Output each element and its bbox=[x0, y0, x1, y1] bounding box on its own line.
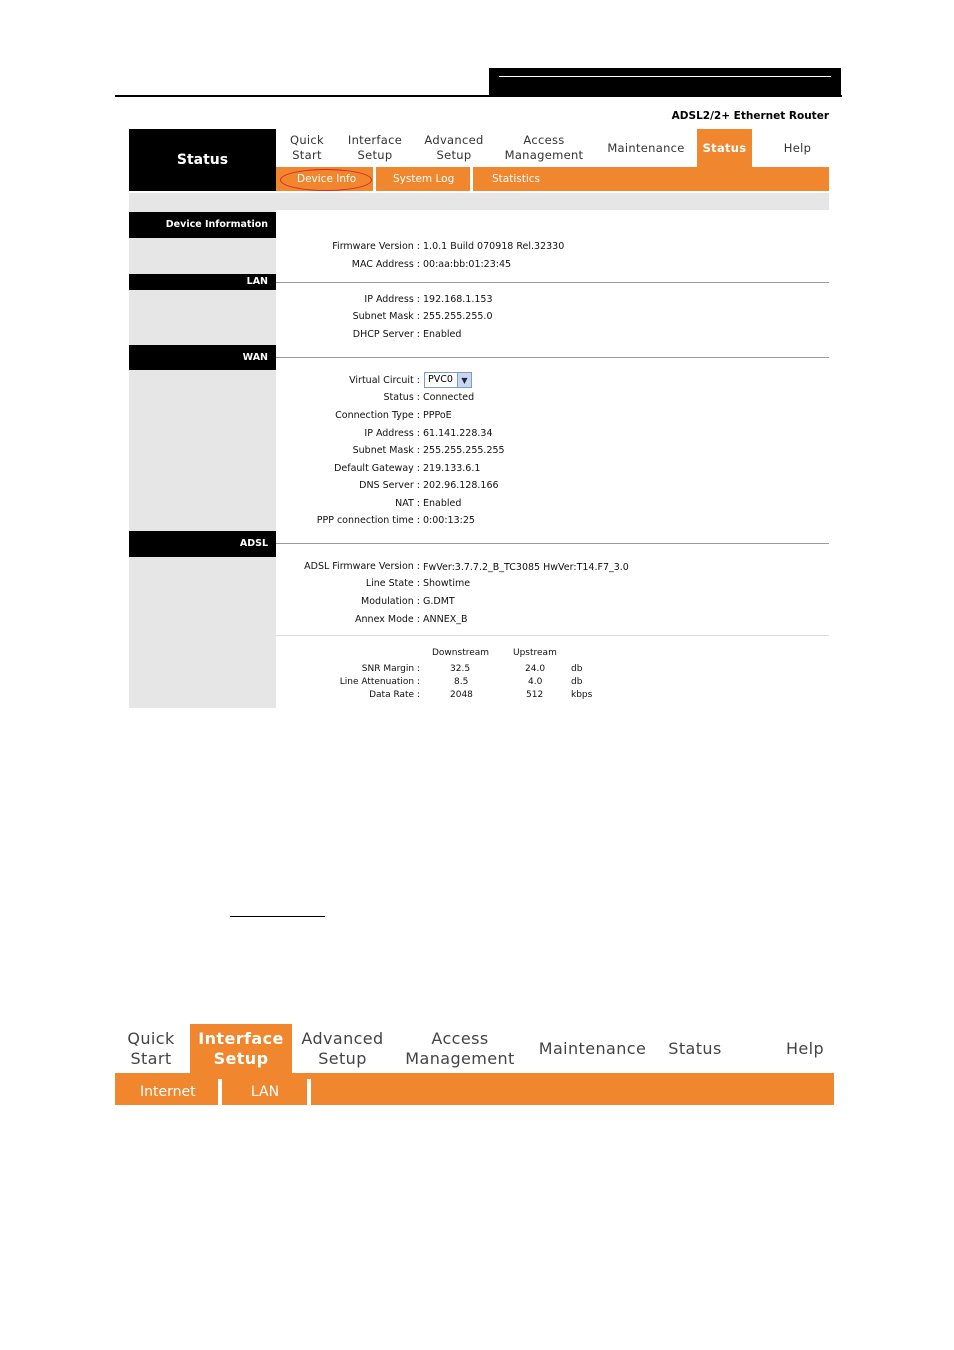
annex-label: Annex Mode : bbox=[355, 614, 420, 625]
datarate-up: 512 bbox=[526, 690, 544, 700]
main-nav bbox=[276, 129, 829, 167]
nav2-advanced-setup[interactable]: Advanced Setup bbox=[301, 1028, 384, 1068]
content-top-bar bbox=[129, 193, 829, 210]
section-lan: LAN bbox=[129, 274, 276, 290]
vc-label: Virtual Circuit : bbox=[349, 375, 420, 386]
datarate-label: Data Rate : bbox=[369, 690, 420, 700]
nav2-quick-start[interactable]: Quick Start bbox=[127, 1028, 175, 1068]
ctype-value: PPPoE bbox=[423, 410, 452, 421]
nav-maintenance[interactable]: Maintenance bbox=[607, 140, 685, 155]
subnav-device-info[interactable]: Device Info bbox=[297, 173, 357, 185]
nav-help[interactable]: Help bbox=[783, 140, 812, 155]
gateway-label: Default Gateway : bbox=[334, 463, 420, 474]
annex-value: ANNEX_B bbox=[423, 614, 468, 625]
stats-col-downstream: Downstream bbox=[432, 648, 490, 658]
nav-interface-setup[interactable]: Interface Setup bbox=[347, 133, 403, 162]
firmware-label: Firmware Version : bbox=[332, 241, 420, 252]
adsl-fw-value: FwVer:3.7.7.2_B_TC3085 HwVer:T14.F7_3.0 bbox=[423, 562, 629, 573]
modulation-label: Modulation : bbox=[361, 596, 420, 607]
snr-down: 32.5 bbox=[450, 664, 471, 674]
nat-label: NAT : bbox=[395, 498, 420, 509]
chevron-down-icon[interactable]: ▼ bbox=[457, 373, 471, 387]
text-underline bbox=[230, 916, 325, 917]
section-wan: WAN bbox=[129, 345, 276, 370]
attenuation-unit: db bbox=[571, 677, 583, 687]
nav2-maintenance[interactable]: Maintenance bbox=[538, 1038, 647, 1058]
sub-nav-2 bbox=[115, 1073, 834, 1105]
attenuation-up: 4.0 bbox=[528, 677, 543, 687]
lan-mask-label: Subnet Mask : bbox=[352, 311, 420, 322]
nav2-help[interactable]: Help bbox=[785, 1038, 825, 1058]
header-bar-line bbox=[499, 76, 831, 77]
stats-col-upstream: Upstream bbox=[513, 648, 557, 658]
product-name: ADSL2/2+ Ethernet Router bbox=[671, 110, 829, 122]
nav-access-management[interactable]: Access Management bbox=[504, 133, 584, 162]
nav-advanced-setup[interactable]: Advanced Setup bbox=[424, 133, 484, 162]
dns-label: DNS Server : bbox=[359, 480, 420, 491]
modulation-value: G.DMT bbox=[423, 596, 455, 607]
snr-unit: db bbox=[571, 664, 583, 674]
wan-mask-label: Subnet Mask : bbox=[352, 445, 420, 456]
ppp-time-label: PPP connection time : bbox=[316, 515, 420, 526]
attenuation-label: Line Attenuation : bbox=[339, 677, 420, 687]
attenuation-down: 8.5 bbox=[454, 677, 469, 687]
stats-divider bbox=[276, 635, 829, 636]
nav2-access-management[interactable]: Access Management bbox=[405, 1028, 515, 1068]
virtual-circuit-select[interactable] bbox=[424, 372, 472, 388]
dns-value: 202.96.128.166 bbox=[423, 480, 499, 491]
section-adsl: ADSL bbox=[129, 531, 276, 557]
highlight-circle bbox=[280, 169, 372, 191]
dhcp-value: Enabled bbox=[423, 329, 462, 340]
nav2-interface-setup[interactable]: Interface Setup bbox=[190, 1024, 292, 1073]
nav-quick-start[interactable]: Quick Start bbox=[289, 133, 325, 162]
subnav-statistics[interactable]: Statistics bbox=[492, 173, 540, 185]
nav2-status[interactable]: Status bbox=[668, 1038, 722, 1058]
subnav2-separator bbox=[218, 1079, 222, 1105]
wan-status-label: Status : bbox=[383, 392, 420, 403]
gateway-value: 219.133.6.1 bbox=[423, 463, 481, 474]
subnav2-lan[interactable]: LAN bbox=[250, 1084, 280, 1100]
snr-label: SNR Margin : bbox=[361, 664, 420, 674]
wan-ip-label: IP Address : bbox=[364, 428, 420, 439]
wan-ip-value: 61.141.228.34 bbox=[423, 428, 493, 439]
header-rule bbox=[115, 95, 842, 97]
datarate-down: 2048 bbox=[450, 690, 473, 700]
subnav-separator bbox=[470, 167, 473, 191]
side-title: Status bbox=[129, 129, 276, 191]
ctype-label: Connection Type : bbox=[335, 410, 420, 421]
adsl-fw-label: ADSL Firmware Version : bbox=[304, 561, 420, 572]
nav-status[interactable]: Status bbox=[697, 129, 752, 167]
section-divider bbox=[276, 357, 829, 358]
lan-ip-label: IP Address : bbox=[364, 294, 420, 305]
subnav-separator bbox=[373, 167, 376, 191]
datarate-unit: kbps bbox=[571, 690, 593, 700]
lan-mask-value: 255.255.255.0 bbox=[423, 311, 493, 322]
dhcp-label: DHCP Server : bbox=[352, 329, 420, 340]
subnav2-separator bbox=[307, 1079, 311, 1105]
lan-ip-value: 192.168.1.153 bbox=[423, 294, 493, 305]
header-bar bbox=[489, 68, 841, 96]
wan-mask-value: 255.255.255.255 bbox=[423, 445, 505, 456]
line-state-value: Showtime bbox=[423, 578, 471, 589]
subnav2-internet[interactable]: Internet bbox=[140, 1084, 196, 1100]
section-device-info: Device Information bbox=[129, 212, 276, 238]
section-divider bbox=[276, 543, 829, 544]
section-divider bbox=[276, 282, 829, 283]
firmware-value: 1.0.1 Build 070918 Rel.32330 bbox=[423, 241, 565, 252]
main-nav-2 bbox=[115, 1024, 834, 1073]
line-state-label: Line State : bbox=[365, 578, 420, 589]
virtual-circuit-value: PVC0 bbox=[428, 374, 453, 385]
subnav-system-log[interactable]: System Log bbox=[393, 173, 455, 185]
mac-value: 00:aa:bb:01:23:45 bbox=[423, 259, 512, 270]
snr-up: 24.0 bbox=[525, 664, 546, 674]
mac-label: MAC Address : bbox=[351, 259, 420, 270]
ppp-time-value: 0:00:13:25 bbox=[423, 515, 475, 526]
wan-status-value: Connected bbox=[423, 392, 475, 403]
nat-value: Enabled bbox=[423, 498, 462, 509]
